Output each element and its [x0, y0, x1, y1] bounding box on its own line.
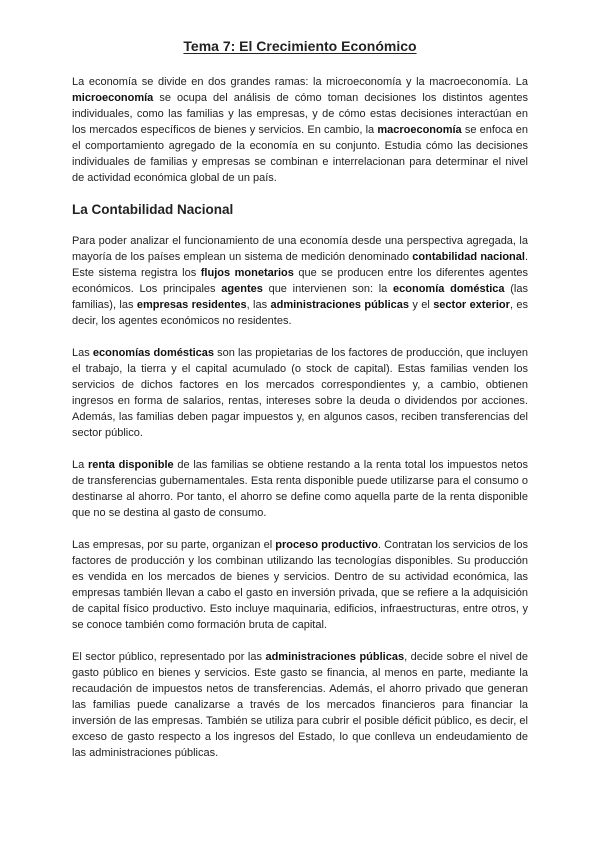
bold-term: contabilidad nacional: [412, 251, 525, 263]
text-run: , es decir, los agentes económicos no residentes.: [72, 299, 528, 327]
text-run: Las: [72, 347, 93, 359]
paragraph-economias-domesticas: [72, 345, 528, 441]
text-run: , decide sobre el nivel de gasto público en bienes y servicios. Este gasto se financia, al menos en parte, mediante la recaudación de impuestos netos de transferencias. Además, el ahorro privado que generan las familias puede canalizarse a través de los mercados financieros para financiar la inversión de las empresas. También se utiliza para cubrir el posible déficit público, es decir, el exceso de gasto respecto a los ingresos del Estado, lo que conlleva un endeudamiento de las administraciones públicas.: [72, 651, 529, 759]
bold-term: proceso productivo: [275, 539, 378, 551]
text-run: El sector público, representado por las: [72, 651, 266, 663]
text-run: se ocupa del análisis de cómo toman decisiones los distintos agentes individuales, como las familias y las empresas, y de cómo estas decisiones interactúan en los mercados específicos de bienes y servicios. En cambio, la: [72, 92, 528, 136]
text-run: , las: [246, 299, 271, 311]
page-title: [72, 38, 528, 54]
text-run: Las empresas, por su parte, organizan el: [72, 539, 276, 551]
bold-term: economía doméstica: [393, 283, 505, 295]
bold-term: macroeconomía: [377, 124, 462, 136]
section-heading: La Contabilidad Nacional: [72, 202, 234, 217]
paragraph-contabilidad: [72, 233, 528, 329]
bold-term: flujos monetarios: [200, 267, 294, 279]
paragraph-intro: [72, 74, 528, 186]
bold-term: renta disponible: [87, 459, 174, 471]
text-run: . Contratan los servicios de los factores de producción y los combinan utilizando las tecnologías disponibles. Su producción es vendida en los mercados de bienes y servicios. Dentro de su actividad económica, las empresas también llevan a cabo el gasto en inversión privada, que se refiere a la adquisición de capital físico productivo. Esto incluye maquinaria, edificios, infraestructuras, entre otros, y se conoce también como formación bruta de capital.: [72, 539, 528, 631]
paragraph-sector-publico: [72, 649, 528, 761]
bold-term: empresas residentes: [136, 299, 247, 311]
page-title-text: Tema 7: El Crecimiento Económico: [183, 38, 417, 54]
bold-term: administraciones públicas: [265, 651, 405, 663]
bold-term: economías domésticas: [92, 347, 215, 359]
bold-term: sector exterior: [433, 299, 510, 311]
text-run: y el: [408, 299, 434, 311]
text-run: se enfoca en el comportamiento agregado de la economía en su conjunto. Estudia cómo las decisiones individuales de familias y empresas se combinan e interrelacionan para determinar el nivel de actividad económica global de un país.: [72, 124, 528, 184]
text-run: de las familias se obtiene restando a la renta total los impuestos netos de transferencias gubernamentales. Esta renta disponible puede utilizarse para el consumo o destinarse al ahorro. Por tanto, el ahorro se define como aquella parte de la renta disponible que no se destina al gasto de consumo.: [72, 459, 528, 519]
text-run: son las propietarias de los factores de producción, que incluyen el trabajo, la tierra y el capital acumulado (o stock de capital). Estas familias venden los servicios de dichos factores en los mercados correspondientes y, a cambio, obtienen ingresos en forma de salarios, rentas, intereses sobre la deuda o dividendos por acciones. Además, las familias deben pagar impuestos y, en algunos casos, reciben transferencias del sector público.: [72, 347, 528, 439]
text-run: que se producen entre los diferentes agentes económicos. Los principales: [72, 267, 528, 295]
text-run: (las familias), las: [72, 283, 528, 311]
text-run: La economía se divide en dos grandes ramas: la microeconomía y la macroeconomía. La: [72, 76, 528, 88]
text-run: Para poder analizar el funcionamiento de una economía desde una perspectiva agregada, la mayoría de los países emplean un sistema de medición denominado: [72, 235, 528, 263]
text-run: La: [72, 459, 88, 471]
paragraph-empresas: [72, 537, 528, 633]
bold-term: agentes: [221, 283, 263, 295]
text-run: . Este sistema registra los: [72, 251, 528, 279]
bold-term: microeconomía: [72, 92, 154, 104]
bold-term: administraciones públicas: [270, 299, 409, 311]
text-run: que intervienen son: la: [262, 283, 394, 295]
paragraph-renta-disponible: [72, 457, 528, 521]
